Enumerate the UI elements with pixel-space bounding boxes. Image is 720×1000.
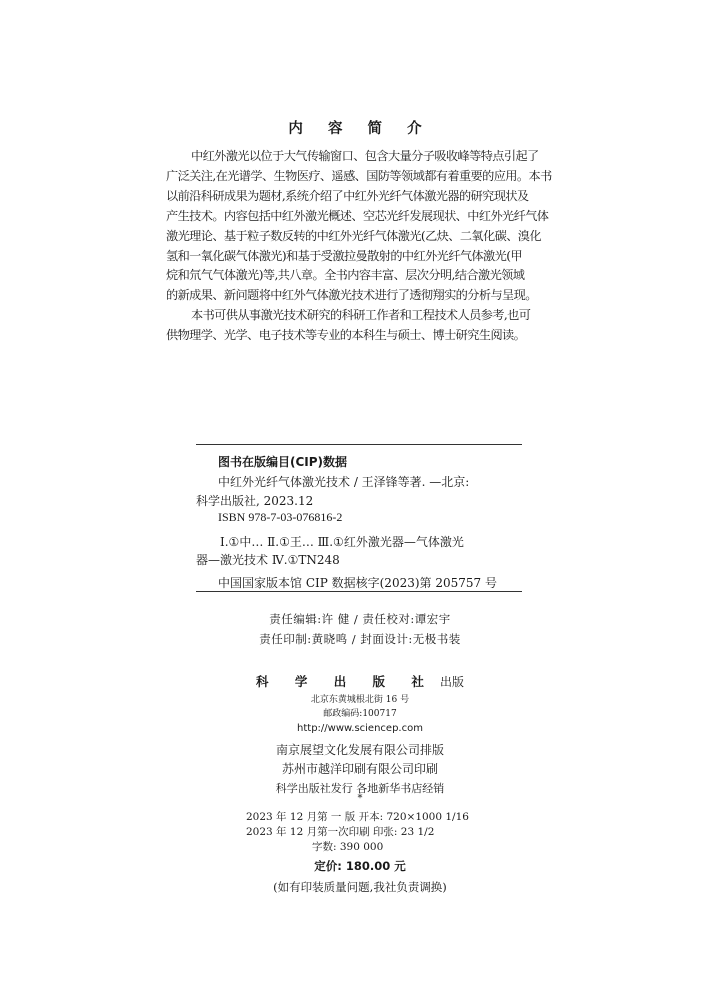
- typesetter: 南京展望文化发展有限公司排版: [275, 743, 444, 757]
- publisher-postcode: 邮政编码:100717: [323, 709, 397, 719]
- content-summary: [166, 147, 558, 346]
- word-count: 字数: 390 000: [312, 841, 384, 853]
- cip-title-line: 中红外光纤气体激光技术 / 王泽锋等著. —北京:: [218, 475, 470, 489]
- edition-info: [246, 810, 469, 855]
- quality-note: (如有印装质量问题,我社负责调换): [273, 880, 447, 894]
- page-title: 内 容 简 介: [288, 121, 432, 137]
- cip-heading: 图书在版编目(CIP)数据: [218, 455, 348, 469]
- editor-line: 责任印制:黄晓鸣 / 封面设计:无极书装: [259, 632, 461, 646]
- cip-bottom-rule: [196, 591, 522, 592]
- edition-line: 2023 年 12 月第 一 版 开本: 720×1000 1/16: [246, 811, 469, 823]
- distribution: 科学出版社发行 各地新华书店经销: [275, 782, 445, 795]
- publisher-address: 北京东黄城根北街 16 号: [310, 695, 410, 705]
- cip-publisher-line: 科学出版社, 2023.12: [196, 494, 314, 508]
- printer: 苏州市越洋印刷有限公司印刷: [281, 762, 438, 776]
- summary-line: 的新成果、新问题将中红外气体激光技术进行了透彻翔实的分析与呈现。: [166, 288, 537, 303]
- cip-record-number: 中国国家版本馆 CIP 数据核字(2023)第 205757 号: [218, 576, 497, 590]
- summary-line: 产生技术。内容包括中红外激光概述、空芯光纤发展现状、中红外光纤气体: [166, 208, 549, 223]
- cip-top-rule: [196, 444, 522, 445]
- publisher-suffix: 出版: [440, 675, 465, 689]
- cip-classification-cont: 器—激光技术 Ⅳ.①TN248: [196, 553, 340, 567]
- summary-line: 以前沿科研成果为题材,系统介绍了中红外光纤气体激光器的研究现状及: [166, 188, 529, 203]
- summary-line: 激光理论、基于粒子数反转的中红外光纤气体激光(乙炔、二氧化碳、溴化: [166, 228, 541, 243]
- cip-isbn: ISBN 978-7-03-076816-2: [218, 510, 343, 524]
- summary-line: 中红外激光以位于大气传输窗口、包含大量分子吸收峰等特点引起了: [191, 149, 539, 163]
- summary-line: 供物理学、光学、电子技术等专业的本科生与硕士、博士研究生阅读。: [166, 328, 526, 343]
- publisher-website: http://www.sciencep.com: [297, 723, 423, 734]
- summary-line: 氢和一氧化碳气体激光)和基于受激拉曼散射的中红外光纤气体激光(甲: [166, 248, 522, 263]
- summary-line: 烷和氘气气体激光)等,共八章。全书内容丰富、层次分明,结合激光领域: [166, 268, 525, 283]
- separator-asterisk: *: [357, 793, 363, 804]
- printing-line: 2023 年 12 月第一次印刷 印张: 23 1/2: [246, 826, 435, 838]
- editor-line: 责任编辑:许 健 / 责任校对:谭宏宇: [269, 612, 451, 626]
- summary-line: 广泛关注,在光谱学、生物医疗、遥感、国防等领域都有着重要的应用。本书: [166, 168, 552, 183]
- cip-classification: Ⅰ.①中… Ⅱ.①王… Ⅲ.①红外激光器—气体激光: [220, 535, 464, 549]
- editor-credits: [0, 609, 720, 649]
- price: 定价: 180.00 元: [314, 859, 406, 873]
- publisher-name: 科 学 出 版 社: [255, 674, 435, 689]
- summary-line: 本书可供从事激光技术研究的科研工作者和工程技术人员参考,也可: [191, 308, 531, 323]
- publisher-block: [0, 670, 720, 798]
